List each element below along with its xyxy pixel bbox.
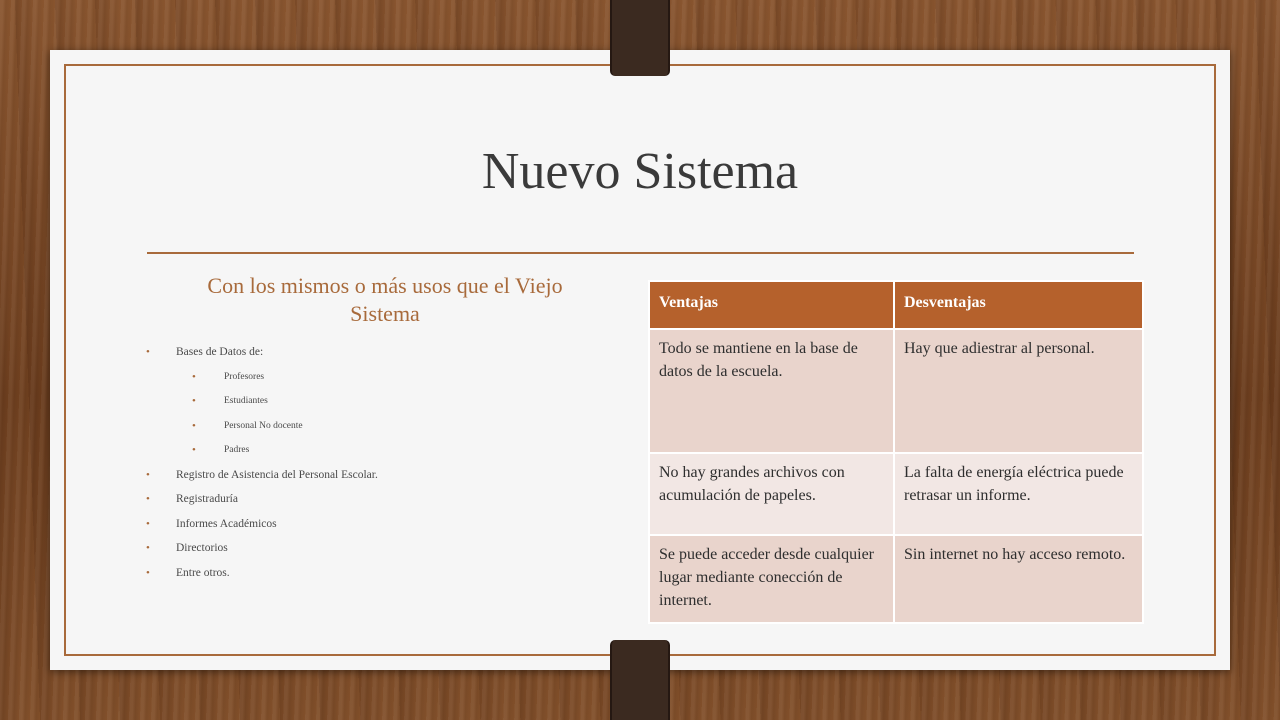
bullet-dot-icon: • <box>146 517 150 530</box>
table-row <box>649 329 1143 453</box>
table-cell-advantage: No hay grandes archivos con acumulación de papeles. <box>649 453 894 535</box>
bullet-text: Registraduría <box>176 493 238 505</box>
table-cell-advantage: Todo se mantiene en la base de datos de la escuela. <box>649 329 894 453</box>
bullet-dot-icon: • <box>146 468 150 481</box>
top-strap <box>610 0 670 76</box>
bullet-text: Profesores <box>224 371 265 382</box>
slide-title: Nuevo Sistema <box>481 143 799 200</box>
sub-bullet-item <box>146 442 606 467</box>
title-divider <box>147 252 1134 254</box>
bullet-dot-icon: • <box>146 566 150 579</box>
bullet-text: Entre otros. <box>176 566 230 579</box>
header-ventajas: Ventajas <box>649 281 894 329</box>
bullet-item <box>146 540 606 565</box>
bullet-item <box>146 565 606 590</box>
bullet-dot-icon: • <box>192 370 196 383</box>
bullet-text: Padres <box>224 445 250 455</box>
sub-bullet-item <box>146 418 606 443</box>
bullet-text: Bases de Datos de: <box>176 346 264 358</box>
bullet-item <box>146 491 606 516</box>
bullet-text: Directorios <box>176 542 228 554</box>
table-cell-disadvantage: Sin internet no hay acceso remoto. <box>894 535 1143 623</box>
pros-cons-table <box>648 280 1144 624</box>
bottom-strap <box>610 640 670 720</box>
slide-subtitle: Con los mismos o más usos que el Viejo Sistema <box>207 273 563 326</box>
sub-bullet-item <box>146 393 606 418</box>
bullet-item <box>146 467 606 492</box>
bullet-text: Registro de Asistencia del Personal Escolar. <box>176 468 378 481</box>
table-header-row <box>649 281 1143 329</box>
bullet-dot-icon: • <box>146 493 150 505</box>
bullet-dot-icon: • <box>192 419 196 432</box>
header-desventajas: Desventajas <box>894 281 1143 329</box>
table-cell-advantage: Se puede acceder desde cualquier lugar mediante conección de internet. <box>649 535 894 623</box>
bullet-text: Personal No docente <box>224 420 303 431</box>
bullet-dot-icon: • <box>146 346 150 358</box>
bullet-item <box>146 344 606 369</box>
bullet-dot-icon: • <box>192 444 196 456</box>
table-row <box>649 535 1143 623</box>
feature-bullet-list <box>146 344 606 589</box>
bullet-text: Informes Académicos <box>176 517 277 530</box>
table-cell-disadvantage: Hay que adiestrar al personal. <box>894 329 1143 453</box>
bullet-dot-icon: • <box>192 395 196 407</box>
table-row <box>649 453 1143 535</box>
sub-bullet-item <box>146 369 606 394</box>
bullet-text: Estudiantes <box>224 396 268 406</box>
bullet-dot-icon: • <box>146 542 150 554</box>
table-cell-disadvantage: La falta de energía eléctrica puede retrasar un informe. <box>894 453 1143 535</box>
bullet-item <box>146 516 606 541</box>
